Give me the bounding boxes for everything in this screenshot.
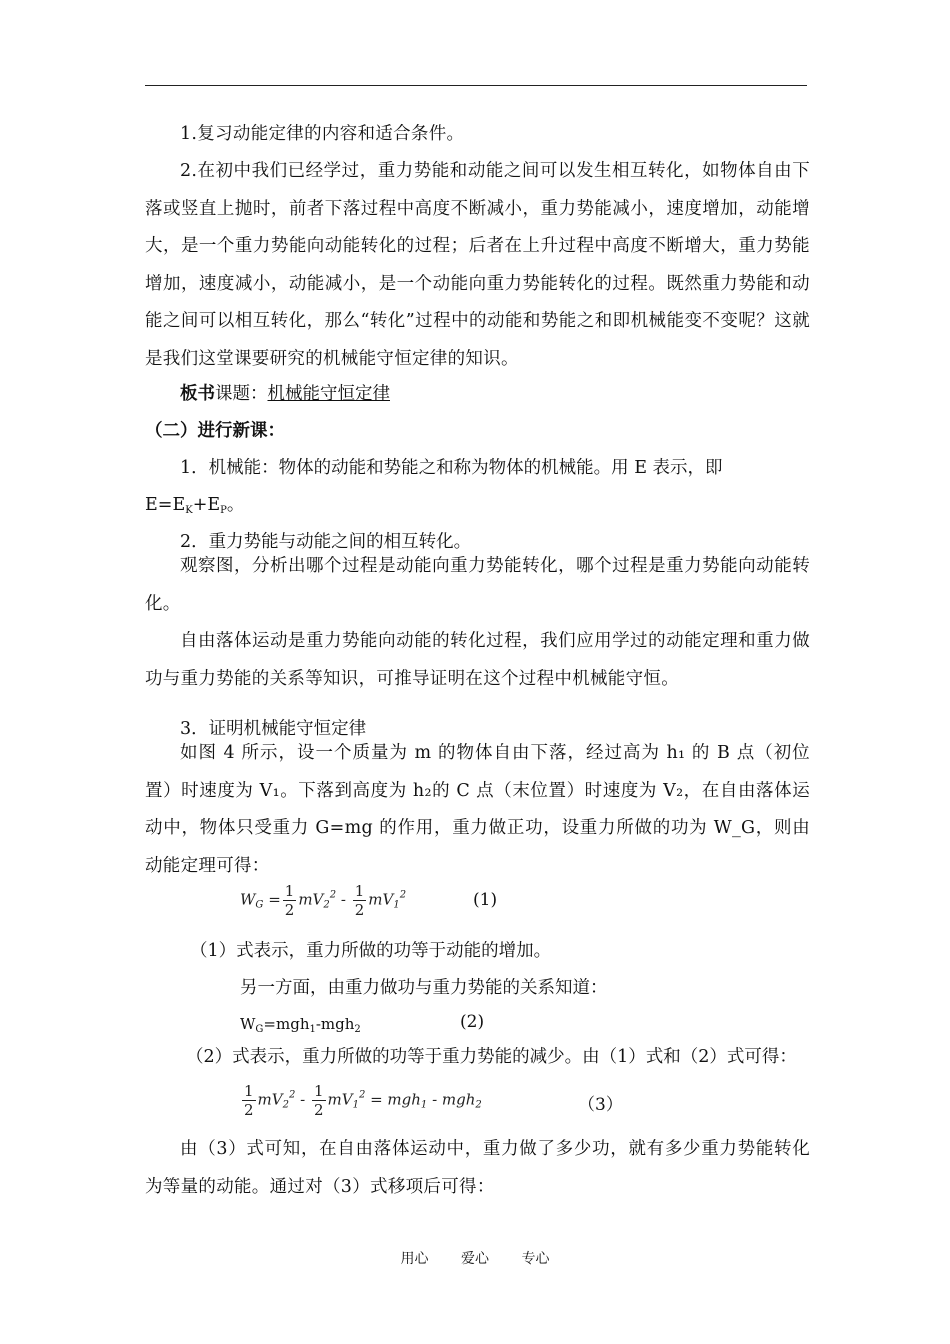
board-label: 板书	[180, 384, 215, 404]
equation-1: $W_G$ = $\frac{1}{2}$ $mV_2^2$ - $\frac{1}{2}$ $mV_1^2$	[240, 882, 407, 919]
equation-2-note: （2）式表示，重力所做的功等于重力势能的减少。由（1）式和（2）式可得：	[186, 1047, 797, 1067]
board-mid: 课题：	[215, 384, 268, 404]
header-rule	[145, 85, 807, 86]
equation-1-note: （1）式表示，重力所做的功等于动能的增加。	[190, 941, 552, 961]
equation-3-number: （3）	[578, 1095, 623, 1115]
other-hand: 另一方面，由重力做功与重力势能的关系知道：	[240, 978, 608, 998]
board-title: 机械能守恒定律	[267, 384, 390, 404]
equation-2-number: (2)	[460, 1012, 485, 1032]
equation-3: $\frac{1}{2}$ $mV_2^2$ - $\frac{1}{2}$ $mV_1^2 = mgh_1 - mgh_2$	[244, 1082, 482, 1119]
item1-line1: 1．机械能：物体的动能和势能之和称为物体的机械能。用 E 表示，即	[180, 458, 723, 478]
paragraph-conclusion: 由（3）式可知，在自由落体运动中，重力做了多少功，就有多少重力势能转化为等量的动能。通过对（3）式移项后可得：	[145, 1139, 810, 1197]
page-footer: 用心 爱心 专心	[400, 1251, 550, 1267]
item2: 2．重力势能与动能之间的相互转化。	[180, 532, 472, 552]
paragraph-intro: 2.在初中我们已经学过，重力势能和动能之间可以发生相互转化，如物体自由下落或竖直上抛时，前者下落过程中高度不断减小，重力势能减小，速度增加，动能增大，是一个重力势能向动能转化的过程；后者在上升过程中高度不断增大，重力势能增加，速度减小，动能减小，是一个动能向重力势能转化的过程。既然重力势能和动能之间可以相互转化，那么“转化”过程中的动能和势能之和即机械能变不变呢？这就是我们这堂课要研究的机械能守恒定律的知识。	[145, 161, 810, 369]
board-title-line	[180, 382, 390, 406]
section-heading: （二）进行新课：	[145, 421, 285, 441]
item3: 3．证明机械能守恒定律	[180, 719, 367, 739]
paragraph-observe: 观察图，分析出哪个过程是动能向重力势能转化，哪个过程是重力势能向动能转化。	[145, 556, 810, 614]
equation-1-number: (1)	[473, 890, 498, 910]
paragraph-review: 1.复习动能定律的内容和适合条件。	[180, 124, 465, 144]
item1-formula: $E=E_K+E_P$。	[145, 495, 245, 516]
equation-2: $W_G=mgh_1-mgh_2$	[240, 1015, 361, 1035]
paragraph-proof: 如图 4 所示，设一个质量为 m 的物体自由下落，经过高为 h₁ 的 B 点（初位置）时速度为 V₁。下落到高度为 h₂的 C 点（末位置）时速度为 V₂，在自由落体运动中，物体只受重力 G=mg 的作用，重力做正功，设重力所做的功为 W_G，则由动能定理可得：	[145, 743, 810, 876]
paragraph-freefall: 自由落体运动是重力势能向动能的转化过程，我们应用学过的动能定理和重力做功与重力势能的关系等知识，可推导证明在这个过程中机械能守恒。	[145, 631, 810, 689]
